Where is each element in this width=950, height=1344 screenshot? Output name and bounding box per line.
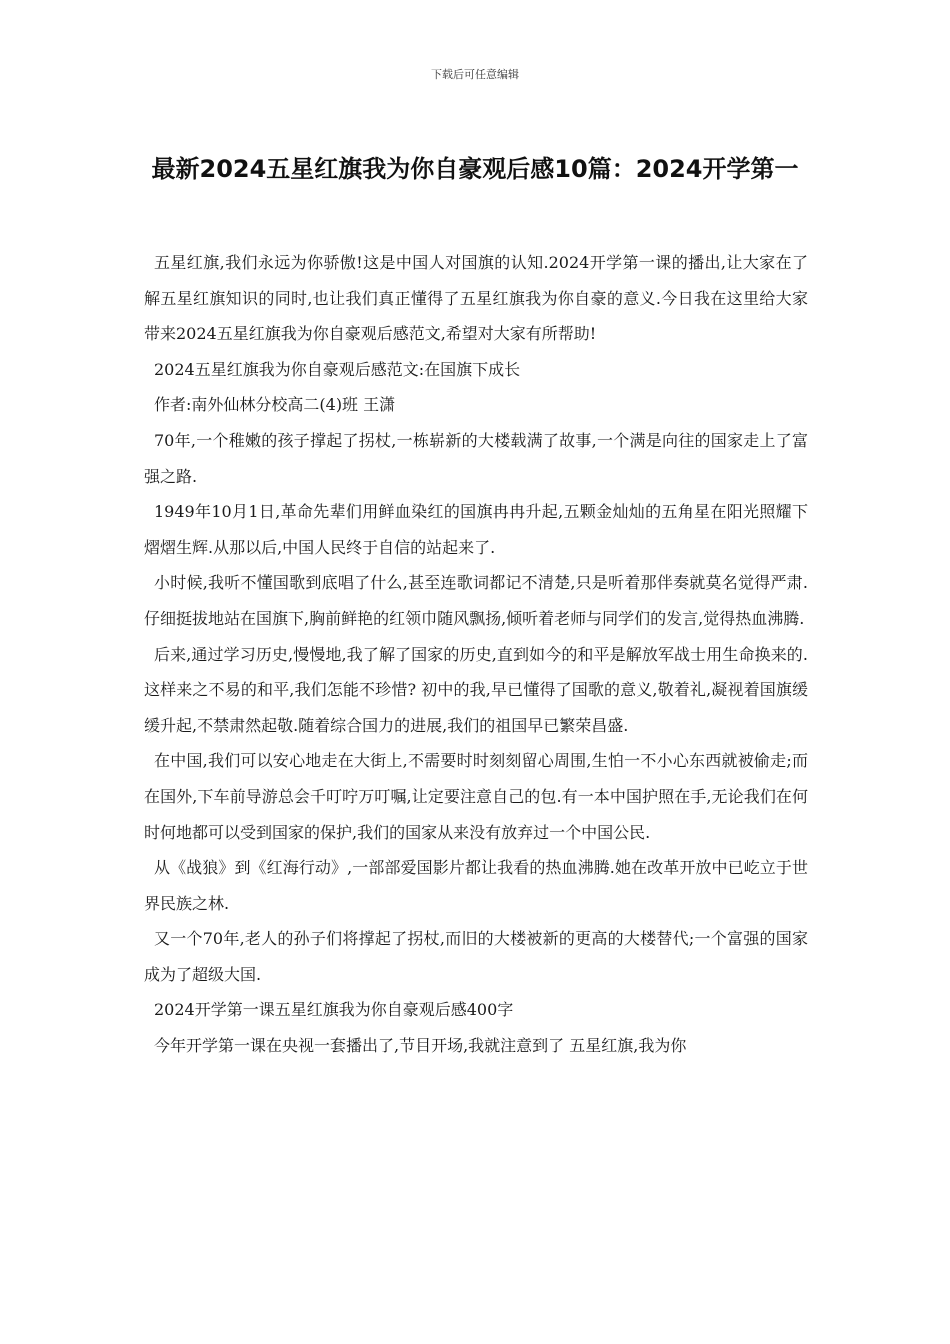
paragraph: 又一个70年,老人的孙子们将撑起了拐杖,而旧的大楼被新的更高的大楼替代;一个富强的国家成为了超级大国. — [144, 929, 808, 984]
document-title: 最新2024五星红旗我为你自豪观后感10篇：2024开学第一 — [151, 155, 799, 183]
paragraph: 小时候,我听不懂国歌到底唱了什么,甚至连歌词都记不清楚,只是听着那伴奏就莫名觉得严肃.仔细挺拔地站在国旗下,胸前鲜艳的红领巾随风飘扬,倾听着老师与同学们的发言,觉得热血沸腾. — [144, 573, 808, 628]
paragraph: 作者:南外仙林分校高二(4)班 王潇 — [154, 395, 396, 415]
paragraph: 1949年10月1日,革命先辈们用鲜血染红的国旗冉冉升起,五颗金灿灿的五角星在阳光照耀下熠熠生辉.从那以后,中国人民终于自信的站起来了. — [144, 502, 808, 557]
paragraph: 从《战狼》到《红海行动》,一部部爱国影片都让我看的热血沸腾.她在改革开放中已屹立于世界民族之林. — [144, 858, 808, 913]
document-body — [144, 245, 808, 1064]
paragraph: 今年开学第一课在央视一套播出了,节目开场,我就注意到了 五星红旗,我为你 — [154, 1036, 687, 1056]
paragraph: 70年,一个稚嫩的孩子撑起了拐杖,一栋崭新的大楼载满了故事,一个满是向往的国家走上了富强之路. — [144, 430, 808, 486]
paragraph: 2024开学第一课五星红旗我为你自豪观后感400字 — [154, 1000, 514, 1020]
paragraph: 后来,通过学习历史,慢慢地,我了解了国家的历史,直到如今的和平是解放军战士用生命换来的.这样来之不易的和平,我们怎能不珍惜? 初中的我,早已懂得了国歌的意义,敬着礼,凝视着国旗缓缓升起,不禁肃然起敬.随着综合国力的进展,我们的祖国早已繁荣昌盛. — [144, 644, 808, 735]
header-note: 下载后可任意编辑 — [431, 68, 519, 81]
paragraph: 在中国,我们可以安心地走在大街上,不需要时时刻刻留心周围,生怕一不小心东西就被偷走;而在国外,下车前导游总会千叮咛万叮嘱,让定要注意自己的包.有一本中国护照在手,无论我们在何时何地都可以受到国家的保护,我们的国家从来没有放弃过一个中国公民. — [144, 751, 808, 842]
paragraph: 2024五星红旗我为你自豪观后感范文:在国旗下成长 — [154, 359, 521, 379]
paragraph: 五星红旗,我们永远为你骄傲!这是中国人对国旗的认知.2024开学第一课的播出,让大家在了解五星红旗知识的同时,也让我们真正懂得了五星红旗我为你自豪的意义.今日我在这里给大家带来2024五星红旗我为你自豪观后感范文,希望对大家有所帮助! — [144, 253, 808, 344]
